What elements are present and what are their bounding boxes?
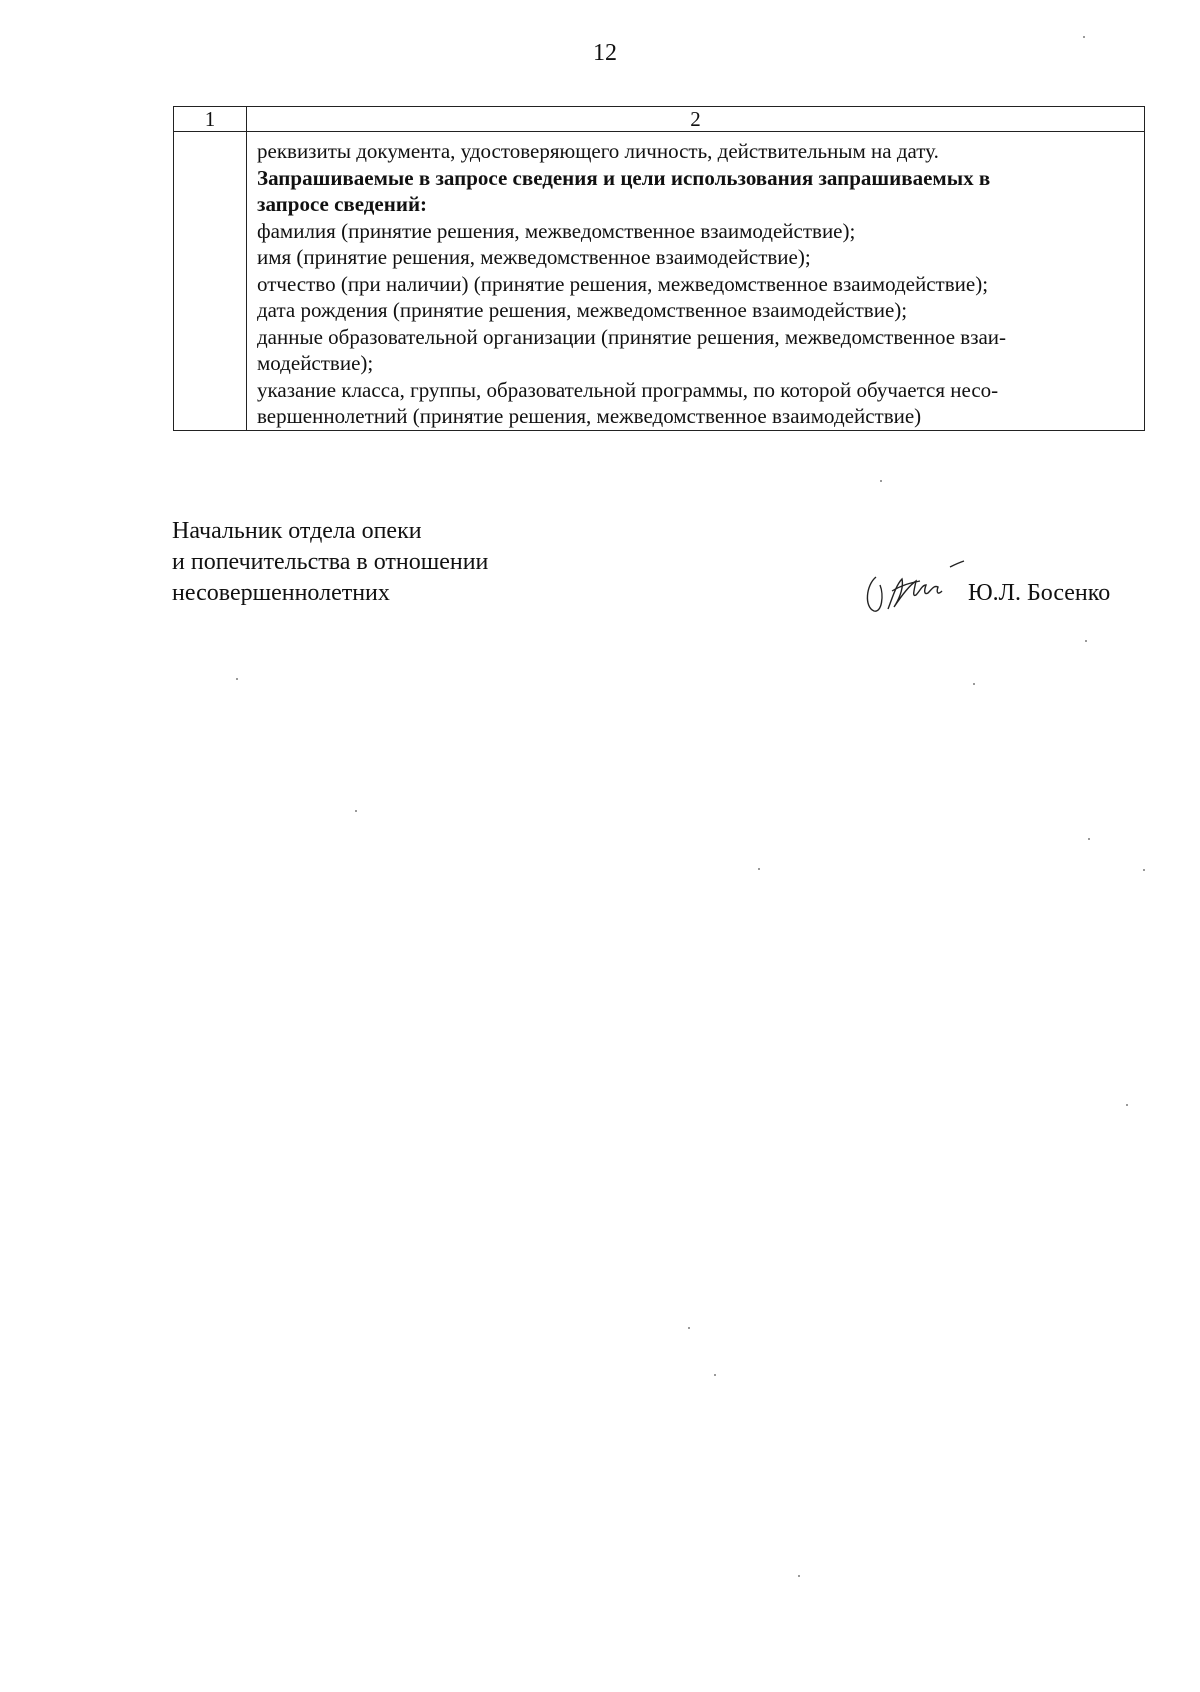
page-number: 12 (593, 40, 617, 66)
position-line: Начальник отдела опеки (172, 518, 422, 544)
scan-speck (1083, 36, 1085, 38)
scan-speck (1126, 1104, 1128, 1106)
scan-speck (355, 810, 357, 812)
scan-speck (758, 868, 760, 870)
scan-speck (973, 683, 975, 685)
cell-body-text (247, 132, 1144, 430)
signatory-position (172, 516, 488, 609)
scan-speck (1085, 640, 1087, 642)
column-header-2: 2 (247, 107, 1145, 132)
table-row (174, 132, 1145, 431)
table-line: дата рождения (принятие решения, межведомственное взаимодействие); (257, 298, 908, 322)
table-line: отчество (при наличии) (принятие решения, межведомственное взаимодействие); (257, 271, 989, 296)
table-line-heading: Запрашиваемые в запросе сведения и цели использования запрашиваемых в (257, 165, 991, 190)
table-line: вершеннолетний (принятие решения, межведомственное взаимодействие) (257, 404, 922, 428)
scan-speck (688, 1327, 690, 1329)
table-line: фамилия (принятие решения, межведомственное взаимодействие); (257, 218, 856, 243)
requisites-table (173, 106, 1145, 431)
table-line: модействие); (257, 351, 374, 375)
scan-speck (236, 678, 238, 680)
handwritten-signature (858, 555, 970, 621)
column-header-1: 1 (174, 107, 247, 132)
scan-speck (1088, 838, 1090, 840)
table-cell-content (247, 132, 1145, 431)
table-cell-number (174, 132, 247, 431)
scan-speck (880, 480, 882, 482)
position-line: несовершеннолетних (172, 580, 390, 606)
table-line-heading: запросе сведений: (257, 192, 428, 216)
scan-speck (1143, 869, 1145, 871)
table-line: имя (принятие решения, межведомственное взаимодействие); (257, 245, 811, 269)
scan-speck (714, 1374, 716, 1376)
position-line: и попечительства в отношении (172, 549, 489, 575)
table-header-row (174, 107, 1145, 132)
table-line: реквизиты документа, удостоверяющего личность, действительным на дату. (257, 139, 939, 163)
signatory-name: Ю.Л. Босенко (968, 580, 1111, 606)
table-line: указание класса, группы, образовательной программы, по которой обучается несо- (257, 377, 999, 402)
table-line: данные образовательной организации (принятие решения, межведомственное взаи- (257, 324, 1007, 349)
scan-speck (798, 1575, 800, 1577)
